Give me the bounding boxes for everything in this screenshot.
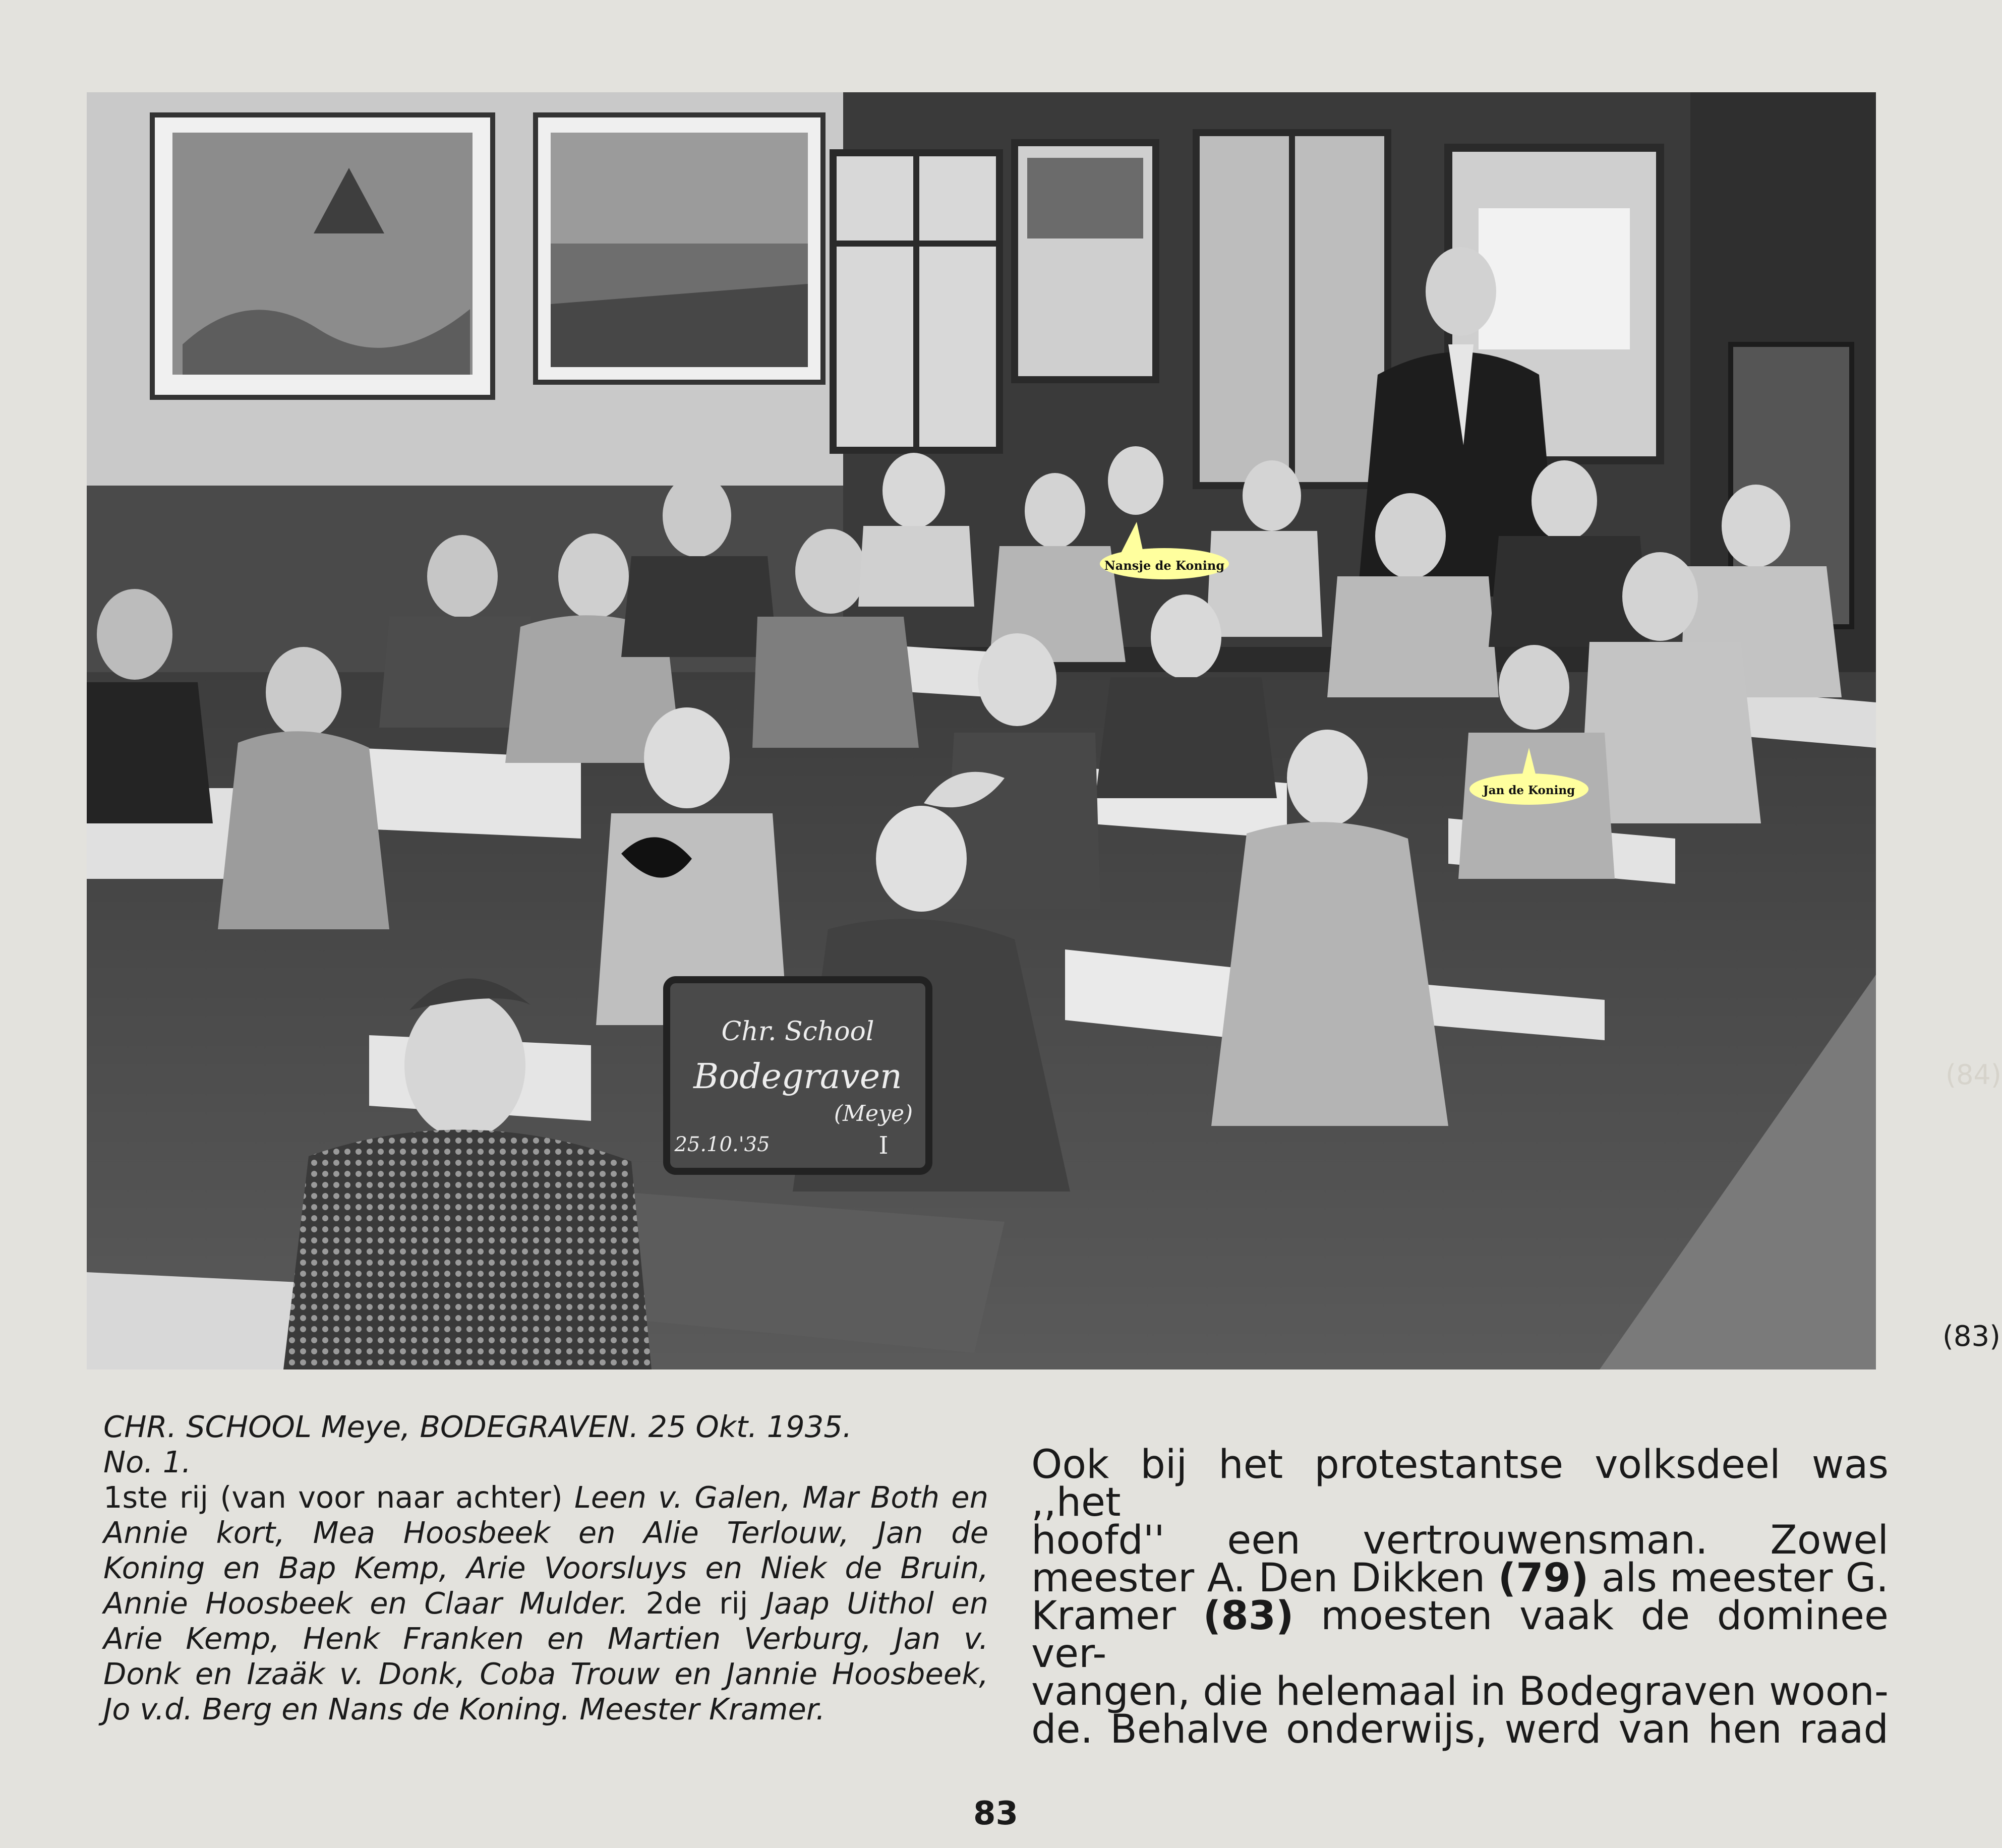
- row1-prefix: 1ste rij (van voor naar achter): [103, 1480, 563, 1515]
- row1-names: Leen v. Galen, Mar Both en: [562, 1480, 988, 1515]
- slate-date: 25.10.'35: [674, 1133, 770, 1156]
- caption-line-8: Jo v.d. Berg en Nans de Koning. Meester Kramer.: [103, 1692, 826, 1726]
- body-line-6: de. Behalve onderwijs, werd van hen raad: [1031, 1707, 1889, 1752]
- label-jan-de-koning: Jan de Koning: [1483, 784, 1575, 797]
- photo-caption: [103, 1409, 988, 1727]
- body-line-4-a: Kramer: [1031, 1593, 1203, 1639]
- body-line-3-a: meester A. Den Dikken: [1031, 1556, 1498, 1601]
- body-line-4-b: moesten vaak de dominee ver-: [1031, 1593, 1889, 1677]
- body-line-1: Ook bij het protestantse volksdeel was ,,het: [1031, 1442, 1889, 1525]
- caption-line-5: [103, 1586, 988, 1621]
- caption-title: CHR. SCHOOL Meye, BODEGRAVEN. 25 Okt. 1935.: [103, 1409, 852, 1444]
- body-line-4: [1031, 1593, 1889, 1677]
- caption-line-4: Koning en Bap Kemp, Arie Voorsluys en Niek de Bruin,: [103, 1551, 988, 1585]
- caption-line-6: Arie Kemp, Henk Franken en Martien Verburg, Jan v.: [103, 1621, 988, 1656]
- wall-painting-right: [536, 115, 823, 382]
- slate-class: I: [878, 1131, 889, 1160]
- caption-line-row1: [103, 1480, 988, 1515]
- bleed-through-reference: (84): [1946, 1059, 2001, 1091]
- caption-line-3: Annie kort, Mea Hoosbeek en Alie Terlouw, Jan de: [103, 1515, 988, 1550]
- slate-line-2: Bodegraven: [693, 1057, 902, 1097]
- row2-names-start: Jaap Uithol en: [748, 1586, 988, 1621]
- body-line-5: vangen, die helemaal in Bodegraven woon-: [1031, 1669, 1889, 1714]
- label-nansje-de-koning: Nansje de Koning: [1104, 558, 1225, 573]
- row1-names-end: Annie Hoosbeek en Claar Mulder.: [103, 1586, 628, 1621]
- body-line-2: hoofd'' een vertrouwensman. Zowel: [1031, 1518, 1889, 1563]
- caption-subtitle: No. 1.: [103, 1445, 192, 1479]
- ref-79: (79): [1498, 1556, 1589, 1601]
- body-line-3-b: als meester G.: [1588, 1556, 1889, 1601]
- body-paragraph: [1031, 1442, 1889, 1752]
- slate-line-1: Chr. School: [721, 1017, 874, 1047]
- slate-board: [667, 980, 929, 1171]
- page-number: 83: [973, 1795, 1019, 1832]
- slate-line-3: (Meye): [834, 1101, 913, 1126]
- body-line-3: [1031, 1556, 1889, 1601]
- class-photograph: [87, 92, 1876, 1369]
- wall-painting-left: [152, 115, 493, 397]
- margin-reference: (83): [1942, 1320, 2000, 1353]
- ref-83: (83): [1203, 1593, 1294, 1639]
- caption-line-7: Donk en Izaäk v. Donk, Coba Trouw en Jannie Hoosbeek,: [103, 1656, 988, 1691]
- row2-prefix: 2de rij: [628, 1586, 748, 1621]
